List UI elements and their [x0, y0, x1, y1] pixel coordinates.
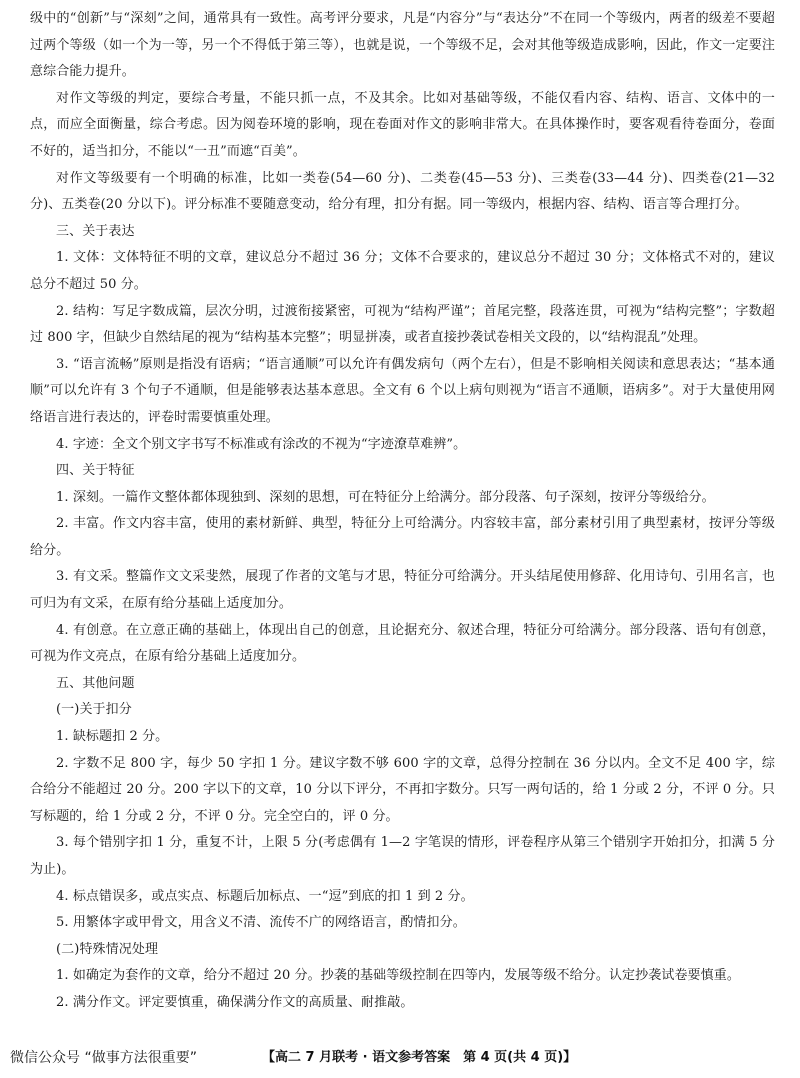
paragraph: 3. “语言流畅”原则是指没有语病；“语言通顺”可以允许有偶发病句（两个左右），但是不影响相关阅读和意思表达；“基本通顺”可以允许有 3 个句子不通顺，但是能够表达基本意思。全文有 6 个以上病句则视为“语言不通顺，语病多”。对于大量使用网络语言进行表达的，评卷时需要慎重处理。	[30, 356, 775, 425]
paragraph: 2. 满分作文。评定要慎重，确保满分作文的高质量、耐推敲。	[56, 994, 414, 1010]
paragraph: 对作文等级的判定，要综合考量，不能只抓一点，不及其余。比如对基础等级，不能仅看内容、结构、语言、文体中的一点，而应全面衡量，综合考虑。因为阅卷环境的影响，现在卷面对作文的影响非常大。在具体操作时，要客观看待卷面分，卷面不好的，适当扣分，不能以“一丑”而遮“百美”。	[30, 90, 775, 159]
page-footer	[0, 1044, 800, 1072]
subsection-heading: (二)特殊情况处理	[56, 941, 159, 957]
paragraph: 1. 文体：文体特征不明的文章，建议总分不超过 36 分；文体不合要求的，建议总分不超过 30 分；文体格式不对的，建议总分不超过 50 分。	[30, 250, 775, 292]
paragraph: 1. 如确定为套作的文章，给分不超过 20 分。抄袭的基础等级控制在四等内，发展等级不给分。认定抄袭试卷要慎重。	[56, 968, 740, 984]
paragraph: 2. 丰富。作文内容丰富，使用的素材新鲜、典型，特征分上可给满分。内容较丰富，部分素材引用了典型素材，按评分等级给分。	[30, 516, 775, 558]
paragraph: 2. 结构：写足字数成篇，层次分明，过渡衔接紧密，可视为“结构严谨”；首尾完整，段落连贯，可视为“结构完整”；字数超过 800 字，但缺少自然结尾的视为“结构基本完整”；明显拼凑，或者直接抄袭试卷相关文段的，以“结构混乱”处理。	[30, 303, 775, 346]
document-body	[30, 6, 775, 1017]
paragraph: 1. 缺标题扣 2 分。	[56, 729, 169, 745]
page-info: 【高二 7 月联考 · 语文参考答案 第 4 页(共 4 页)】	[262, 1050, 577, 1065]
paragraph: 4. 标点错误多，或点实点、标题后加标点、一“逗”到底的扣 1 到 2 分。	[56, 888, 474, 904]
paragraph: 2. 字数不足 800 字，每少 50 字扣 1 分。建议字数不够 600 字的文章，总得分控制在 36 分以内。全文不足 400 字，综合给分不能超过 20 分。200 字以下的文章，10 分以下评分，不再扣字数分。只写一两句话的，给 1 分或 2 分，不评 0 分。只写标题的，给 1 分或 2 分，不评 0 分。完全空白的，评 0 分。	[30, 755, 775, 824]
paragraph: 级中的“创新”与“深刻”之间，通常具有一致性。高考评分要求，凡是“内容分”与“表达分”不在同一个等级内，两者的级差不要超过两个等级（如一个为一等，另一个不得低于第三等），也就是说，一个等级不足，会对其他等级造成影响，因此，作文一定要注意综合能力提升。	[30, 11, 775, 80]
paragraph: 对作文等级要有一个明确的标准，比如一类卷(54—60 分)、二类卷(45—53 分)、三类卷(33—44 分)、四类卷(21—32 分)、五类卷(20 分以下)。评分标准不要随意变动，给分有理，扣分有据。同一等级内，根据内容、结构、语言等合理打分。	[30, 170, 775, 213]
paragraph: 3. 每个错别字扣 1 分，重复不计，上限 5 分(考虑偶有 1—2 字笔误的情形，评卷程序从第三个错别字开始扣分，扣满 5 分为止)。	[30, 835, 775, 877]
paragraph: 1. 深刻。一篇作文整体都体现独到、深刻的思想，可在特征分上给满分。部分段落、句子深刻，按评分等级给分。	[56, 489, 715, 505]
subsection-heading: (一)关于扣分	[56, 702, 132, 718]
section-heading: 三、关于表达	[56, 223, 135, 239]
paragraph: 4. 有创意。在立意正确的基础上，体现出自己的创意，且论据充分、叙述合理，特征分可给满分。部分段落、语句有创意，可视为作文亮点，在原有给分基础上适度加分。	[30, 622, 775, 665]
wechat-account-label: 微信公众号 “做事方法很重要”	[10, 1050, 197, 1066]
section-heading: 五、其他问题	[56, 675, 135, 691]
paragraph: 4. 字迹：全文个别文字书写不标准或有涂改的不视为“字迹潦草难辨”。	[56, 436, 467, 452]
paragraph: 5. 用繁体字或甲骨文，用含义不清、流传不广的网络语言，酌情扣分。	[56, 915, 466, 931]
paragraph: 3. 有文采。整篇作文文采斐然，展现了作者的文笔与才思，特征分可给满分。开头结尾使用修辞、化用诗句、引用名言，也可归为有文采，在原有给分基础上适度加分。	[30, 569, 775, 612]
section-heading: 四、关于特征	[56, 463, 135, 479]
